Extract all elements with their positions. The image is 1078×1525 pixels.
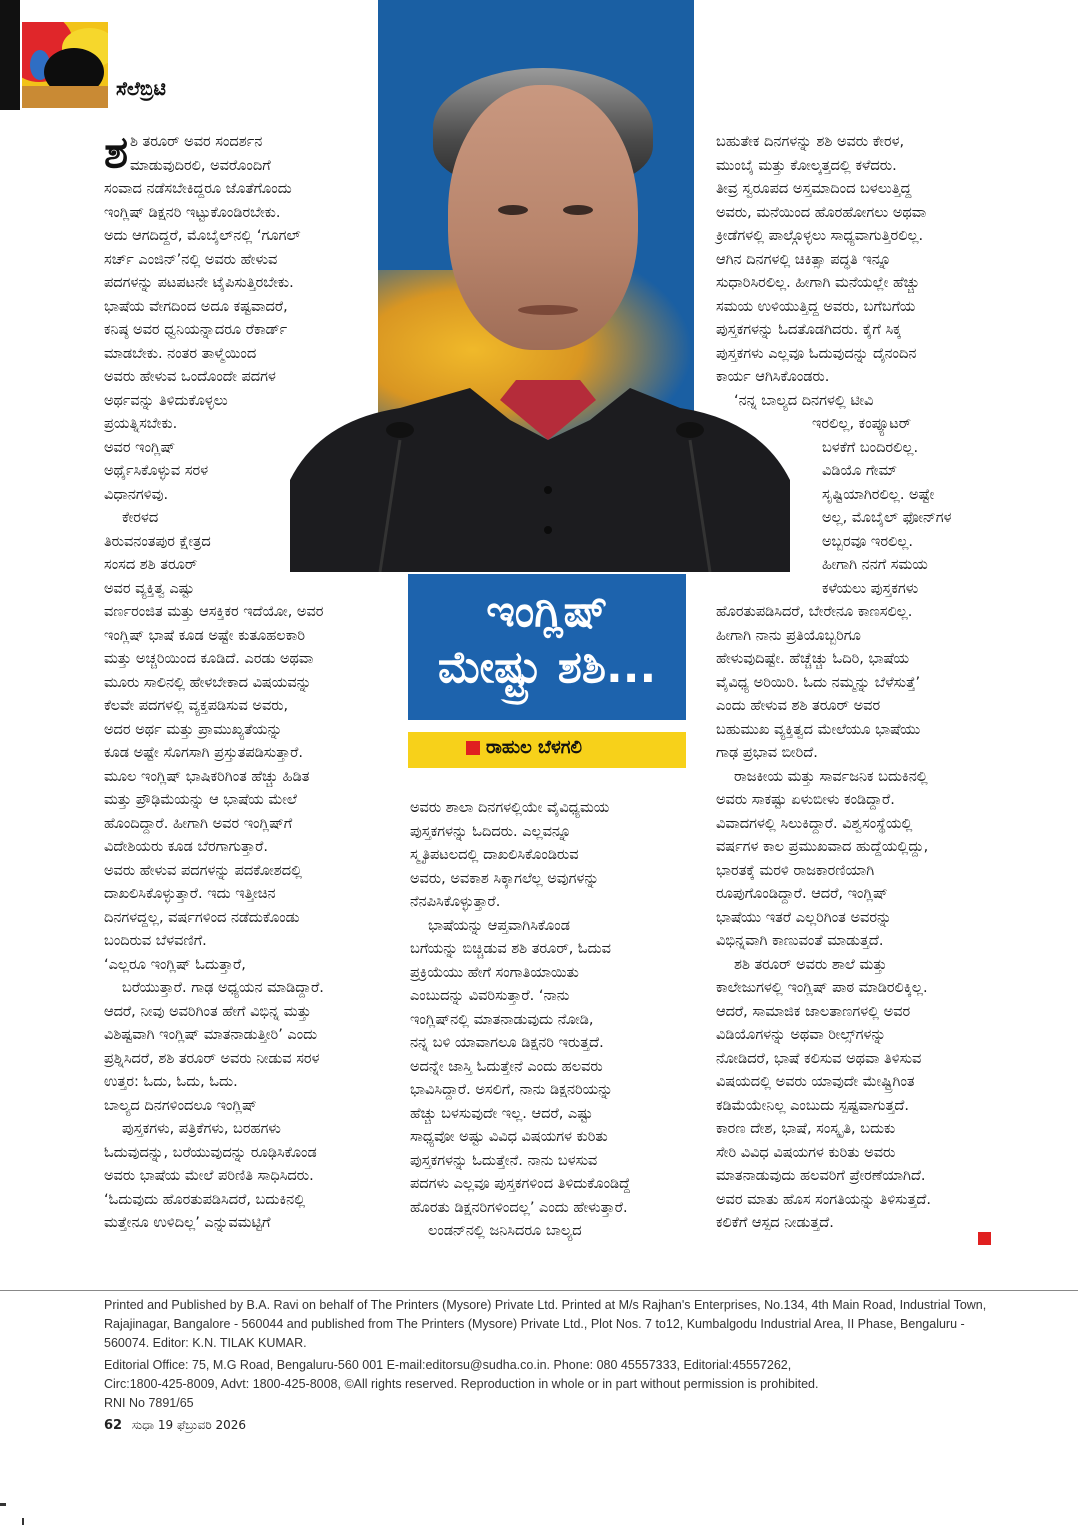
body-text-line: ಆದರೆ, ಸಾಮಾಜಿಕ ಜಾಲತಾಣಗಳಲ್ಲಿ ಅವರ xyxy=(716,1003,911,1020)
title-line-2: ಮೇಷ್ಟ್ರು ಶಶಿ... xyxy=(437,642,657,693)
body-text-line: ದಿನಗಳದ್ದಲ್ಲ, ವರ್ಷಗಳಿಂದ ನಡೆದುಕೊಂಡು xyxy=(104,909,300,926)
body-text-line: ಆದರೆ, ನೀವು ಅವರಿಗಿಂತ ಹೇಗೆ ವಿಭಿನ್ನ ಮತ್ತು xyxy=(104,1003,312,1020)
body-text-line: ಎಂದು ಹೇಳುವ ಶಶಿ ತರೂರ್ ಅವರ xyxy=(716,698,881,714)
issue-date: ಸುಧಾ 19 ಫೆಬ್ರುವರಿ 2026 xyxy=(131,1418,247,1432)
body-text-line: ಪ್ರಯತ್ನಿಸಬೇಕು. xyxy=(104,416,178,432)
body-text-line: ಇಂಗ್ಲಿಷ್ ಡಿಕ್ಷನರಿ ಇಟ್ಟುಕೊಂಡಿರಬೇಕು. xyxy=(104,204,281,221)
body-text-line: ವಿಡಿಯೊ ಗೇಮ್ xyxy=(822,463,898,479)
body-text-line: ರಾಜಕೀಯ ಮತ್ತು ಸಾರ್ವಜನಿಕ ಬದುಕಿನಲ್ಲಿ xyxy=(734,768,928,785)
crop-mark xyxy=(0,1503,6,1506)
body-text-line: ಬರೆಯುತ್ತಾರೆ. ಗಾಢ ಅಧ್ಯಯನ ಮಾಡಿದ್ದಾರೆ. xyxy=(122,980,324,996)
body-text-line: ‘ಓದುವುದು ಹೊರತುಪಡಿಸಿದರೆ, ಬದುಕಿನಲ್ಲಿ xyxy=(104,1191,306,1208)
body-text-line: ಹೆಚ್ಚು ಬಳಸುವುದೇ ಇಲ್ಲ. ಆದರೆ, ಎಷ್ಟು xyxy=(410,1105,593,1122)
body-text-line: ಶಶಿ ತರೂರ್ ಅವರು ಶಾಲೆ ಮತ್ತು xyxy=(734,956,887,973)
body-text-line: ಬಳಕೆಗೆ ಬಂದಿರಲಿಲ್ಲ. xyxy=(822,439,919,456)
body-text-line: ನೋಡಿದರೆ, ಭಾಷೆ ಕಲಿಸುವ ಅಥವಾ ತಿಳಿಸುವ xyxy=(716,1050,922,1067)
body-text-line: ಹೊರತು ಡಿಕ್ಷನರಿಗಳಿಂದಲ್ಲ’ ಎಂದು ಹೇಳುತ್ತಾರೆ. xyxy=(410,1199,628,1216)
body-text-line: ಹೀಗಾಗಿ ನನಗೆ ಸಮಯ xyxy=(822,557,928,573)
body-text-line: ಅವರು, ಮನೆಯಿಂದ ಹೊರಹೋಗಲು ಅಥವಾ xyxy=(716,204,927,221)
imprint xyxy=(104,1296,1004,1413)
body-text-line: ಇಂಗ್ಲಿಷ್‌ನಲ್ಲಿ ಮಾತನಾಡುವುದು ನೋಡಿ, xyxy=(410,1011,594,1028)
body-text-line: ತೀವ್ರ ಸ್ವರೂಪದ ಅಸ್ತಮಾದಿಂದ ಬಳಲುತ್ತಿದ್ದ xyxy=(716,181,912,197)
body-text-line: ಎಂಬುದನ್ನು ವಿವರಿಸುತ್ತಾರೆ. ‘ನಾನು xyxy=(410,988,570,1004)
body-text-line: ಭಾರತಕ್ಕೆ ಮರಳಿ ರಾಜಕಾರಣಿಯಾಗಿ xyxy=(716,862,875,879)
body-text-line: ಉತ್ತರ: ಓದು, ಓದು, ಓದು. xyxy=(104,1074,238,1090)
body-text-line: ಇರಲಿಲ್ಲ, ಕಂಪ್ಯೂಟರ್ xyxy=(812,416,912,432)
page-number: 62 xyxy=(104,1418,123,1433)
body-text-line: ಸುಧಾರಿಸಿರಲಿಲ್ಲ. ಹೀಗಾಗಿ ಮನೆಯಲ್ಲೇ ಹೆಚ್ಚು xyxy=(716,275,920,291)
body-text-line: ರೂಪುಗೊಂಡಿದ್ದಾರೆ. ಆದರೆ, ಇಂಗ್ಲಿಷ್ xyxy=(716,886,888,902)
body-text-line: ಮೂಲ ಇಂಗ್ಲಿಷ್ ಭಾಷಿಕರಿಗಿಂತ ಹೆಚ್ಚು ಹಿಡಿತ xyxy=(104,768,310,785)
body-text-line: ಕೆಲವೇ ಪದಗಳಲ್ಲಿ ವ್ಯಕ್ತಪಡಿಸುವ ಅವರು, xyxy=(104,698,289,714)
body-text-line: ವರ್ಣರಂಜಿತ ಮತ್ತು ಆಸಕ್ತಿಕರ ಇದೆಯೋ, ಅವರ xyxy=(104,604,324,620)
crop-mark xyxy=(22,1518,24,1525)
body-text-line: ಸಮಯ ಉಳಿಯುತ್ತಿದ್ದ ಅವರು, ಬಗೆಬಗೆಯ xyxy=(716,298,916,315)
body-text-line: ಪದಗಳನ್ನು ಪಟಪಟನೇ ಟೈಪಿಸುತ್ತಿರಬೇಕು. xyxy=(104,275,294,291)
title-line-1: ಇಂಗ್ಲಿಷ್ xyxy=(486,586,608,637)
body-text-line: ತಿರುವನಂತಪುರ ಕ್ಷೇತ್ರದ xyxy=(104,533,211,550)
body-text-line: ಅವರು ಶಾಲಾ ದಿನಗಳಲ್ಲಿಯೇ ವೈವಿಧ್ಯಮಯ xyxy=(410,800,610,816)
body-text-line: ಪ್ರಕ್ರಿಯೆಯು ಹೇಗೆ ಸಂಗಾತಿಯಾಯಿತು xyxy=(410,964,579,981)
body-text-line: ಬಾಲ್ಯದ ದಿನಗಳಿಂದಲೂ ಇಂಗ್ಲಿಷ್ xyxy=(104,1097,257,1114)
corner-black-block xyxy=(0,0,20,110)
body-text-line: ಕನಿಷ್ಠ ಅವರ ಧ್ವನಿಯನ್ನಾದರೂ ರೆಕಾರ್ಡ್ xyxy=(104,322,288,338)
body-text-line: ಅದು ಆಗದಿದ್ದರೆ, ಮೊಬೈಲ್‌ನಲ್ಲಿ ‘ಗೂಗಲ್ xyxy=(104,228,301,244)
body-text-line: ಆಗಿನ ದಿನಗಳಲ್ಲಿ ಚಿಕಿತ್ಸಾ ಪದ್ಧತಿ ಇನ್ನೂ xyxy=(716,251,892,268)
body-text-line: ಮಾಡಬೇಕು. ನಂತರ ತಾಳ್ಮೆಯಿಂದ xyxy=(104,345,257,362)
body-text-line: ವಿಷಯದಲ್ಲಿ ಅವರು ಯಾವುದೇ ಮೇಷ್ಟ್ರಿಗಿಂತ xyxy=(716,1074,915,1090)
body-text-line: ಅದನ್ನೇ ಜಾಸ್ತಿ ಓದುತ್ತೇನೆ ಎಂದು ಹಲವರು xyxy=(410,1058,603,1075)
body-text-line: ಅರ್ಥವನ್ನು ತಿಳಿದುಕೊಳ್ಳಲು xyxy=(104,392,228,409)
body-text-line: ವಿಭಿನ್ನವಾಗಿ ಕಾಣುವಂತೆ ಮಾಡುತ್ತದೆ. xyxy=(716,933,884,949)
body-text-line: ಹೊಂದಿದ್ದಾರೆ. ಹೀಗಾಗಿ ಅವರ ಇಂಗ್ಲಿಷ್‌ಗೆ xyxy=(104,815,293,832)
body-text-line: ಅವರ ವ್ಯಕ್ತಿತ್ವ ಎಷ್ಟು xyxy=(104,580,195,597)
body-text-line: ಮಾತನಾಡುವುದು ಹಲವರಿಗೆ ಪ್ರೇರಣೆಯಾಗಿದೆ. xyxy=(716,1168,926,1184)
body-text-line: ಪುಸ್ತಕಗಳನ್ನು ಓದುತ್ತೇನೆ. ನಾನು ಬಳಸುವ xyxy=(410,1152,598,1169)
body-text-line: ಸಂಸದ ಶಶಿ ತರೂರ್ xyxy=(104,557,198,573)
body-text-line: ಮತ್ತು ಅಚ್ಚರಿಯಿಂದ ಕೂಡಿದೆ. ಎರಡು ಅಥವಾ xyxy=(104,651,314,667)
body-text-line: ವಿಧಾನಗಳಿವು. xyxy=(104,486,169,503)
body-text-line: ಬಗೆಯನ್ನು ಬಿಚ್ಚಿಡುವ ಶಶಿ ತರೂರ್, ಓದುವ xyxy=(410,941,611,957)
body-text-line: ವಿವಾದಗಳಲ್ಲಿ ಸಿಲುಕಿದ್ದಾರೆ. ವಿಶ್ವಸಂಸ್ಥೆಯಲ್ಲಿ xyxy=(716,815,913,832)
imprint-line: Editorial Office: 75, M.G Road, Bengaluru-560 001 E-mail:editorsu@sudha.co.in. Phone: 080 45557333, Editorial:45557262, xyxy=(104,1358,792,1372)
body-text-line: ಹೊರತುಪಡಿಸಿದರೆ, ಬೇರೇನೂ ಕಾಣಸಲಿಲ್ಲ. xyxy=(716,604,913,620)
body-text-line: ಲಂಡನ್‌ನಲ್ಲಿ ಜನಿಸಿದರೂ ಬಾಲ್ಯದ xyxy=(428,1223,582,1239)
body-text-line: ವೈವಿಧ್ಯ ಅರಿಯಿರಿ. ಓದು ನಮ್ಮನ್ನು ಬೆಳೆಸುತ್ತೆ’ xyxy=(716,674,921,691)
body-text-line: ಕೇರಳದ xyxy=(122,510,159,526)
body-text-line: ಅವರು, ಅವಕಾಶ ಸಿಕ್ಕಾಗಲೆಲ್ಲ ಅವುಗಳನ್ನು xyxy=(410,870,599,887)
body-text-line: ಅರ್ಥೈಸಿಕೊಳ್ಳುವ ಸರಳ xyxy=(104,463,209,479)
body-text-line: ಕಳೆಯಲು ಪುಸ್ತಕಗಳು xyxy=(822,580,919,597)
body-text-line: ಸಂವಾದ ನಡೆಸಬೇಕಿದ್ದರೂ ಜೊತೆಗೊಂದು xyxy=(104,181,292,197)
body-text-line: ವಿದೇಶಿಯರು ಕೂಡ ಬೆರಗಾಗುತ್ತಾರೆ. xyxy=(104,839,268,855)
body-text-line: ಹೀಗಾಗಿ ನಾನು ಪ್ರತಿಯೊಬ್ಬರಿಗೂ xyxy=(716,627,861,644)
body-text-line: ನೆನಪಿಸಿಕೊಳ್ಳುತ್ತಾರೆ. xyxy=(410,894,501,910)
body-text-line: ಭಾಷೆಯನ್ನು ಆಪ್ತವಾಗಿಸಿಕೊಂಡ xyxy=(428,917,570,934)
body-text-line: ಅವರು ಹೇಳುವ ಒಂದೊಂದೇ ಪದಗಳ xyxy=(104,369,276,385)
body-text-line: ಹೇಳುವುದಿಷ್ಟೇ. ಹೆಚ್ಚೆಚ್ಚು ಓದಿರಿ, ಭಾಷೆಯ xyxy=(716,651,909,667)
drop-cap: ಶ xyxy=(104,127,129,178)
body-text-line: ದಾಖಲಿಸಿಕೊಳ್ಳುತ್ತಾರೆ. ಇದು ಇತ್ತೀಚಿನ xyxy=(104,886,276,902)
body-text-line: ಬಹುಮುಖ ವ್ಯಕ್ತಿತ್ವದ ಮೇಲೆಯೂ ಭಾಷೆಯು xyxy=(716,721,921,738)
section-logo-icon xyxy=(22,22,108,108)
body-text-line: ಸರ್ಚ್ ಎಂಜಿನ್’ನಲ್ಲಿ ಅವರು ಹೇಳುವ xyxy=(104,251,278,268)
body-text-line: ಅವರ ಇಂಗ್ಲಿಷ್ xyxy=(104,439,176,456)
body-text-line: ಕಾರ್ಯ ಆಗಿಸಿಕೊಂಡರು. xyxy=(716,369,830,385)
column-3 xyxy=(0,127,952,1236)
body-text-line: ನನ್ನ ಬಳಿ ಯಾವಾಗಲೂ ಡಿಕ್ಷನರಿ ಇರುತ್ತದೆ. xyxy=(410,1035,604,1051)
body-text-line: ಮೂರು ಸಾಲಿನಲ್ಲಿ ಹೇಳಬೇಕಾದ ವಿಷಯವನ್ನು xyxy=(104,674,312,691)
body-text-line: ಪ್ರಶ್ನಿಸಿದರೆ, ಶಶಿ ತರೂರ್ ಅವರು ನೀಡುವ ಸರಳ xyxy=(104,1050,320,1067)
body-text-line: ಸ್ಮೃತಿಪಟಲದಲ್ಲಿ ದಾಖಲಿಸಿಕೊಂಡಿರುವ xyxy=(410,847,579,863)
body-text-line: ಪುಸ್ತಕಗಳನ್ನು ಓದತೊಡಗಿದರು. ಕೈಗೆ ಸಿಕ್ಕ xyxy=(716,322,902,338)
body-text-line: ಬಹುತೇಕ ದಿನಗಳನ್ನು ಶಶಿ ಅವರು ಕೇರಳ, xyxy=(716,134,905,150)
end-of-article-icon xyxy=(978,1232,991,1245)
body-text-line: ಮಾಡುವುದಿರಲಿ, ಅವರೊಂದಿಗೆ xyxy=(130,157,271,174)
body-text-line: ಭಾವಿಸಿದ್ದಾರೆ. ಅಸಲಿಗೆ, ನಾನು ಡಿಕ್ಷನರಿಯನ್ನು xyxy=(410,1082,613,1098)
body-text-line: ಮತ್ತೇನೂ ಉಳಿದಿಲ್ಲ’ ಎನ್ನುವಮಟ್ಟಿಗೆ xyxy=(104,1215,271,1231)
body-text-line: ಬಂದಿರುವ ಬೆಳವಣಿಗೆ. xyxy=(104,933,207,949)
imprint-line: Circ:1800-425-8009, Advt: 1800-425-8008, ©All rights reserved. Reproduction in whole or in part without permission is prohibited. xyxy=(104,1377,819,1391)
body-text-line: ಮುಂಬೈ ಮತ್ತು ಕೋಲ್ಕತ್ತದಲ್ಲಿ ಕಳೆದರು. xyxy=(716,157,897,174)
body-text-line: ಕಾಲೇಜುಗಳಲ್ಲಿ ಇಂಗ್ಲಿಷ್ ಪಾಠ ಮಾಡಿರಲಿಕ್ಕಿಲ್ಲ. xyxy=(716,980,928,996)
body-text-line: ಅಬ್ಬರವೂ ಇರಲಿಲ್ಲ. xyxy=(822,533,913,550)
body-text-line: ಅವರ ಮಾತು ಹೊಸ ಸಂಗತಿಯನ್ನು ತಿಳಿಸುತ್ತದೆ. xyxy=(716,1191,931,1208)
body-text-line: ಪುಸ್ತಕಗಳನ್ನು ಓದಿದರು. ಎಲ್ಲವನ್ನೂ xyxy=(410,823,572,840)
body-text-line: ಸೇರಿ ವಿವಿಧ ವಿಷಯಗಳ ಕುರಿತು ಅವರು xyxy=(716,1144,896,1161)
body-text-line: ಓದುವುದನ್ನು, ಬರೆಯುವುದನ್ನು ರೂಢಿಸಿಕೊಂಡ xyxy=(104,1144,317,1161)
body-text-line: ಶಿ ತರೂರ್ ಅವರ ಸಂದರ್ಶನ xyxy=(130,134,263,150)
page-footer xyxy=(104,1418,246,1433)
body-text-line: ಕ್ರೀಡೆಗಳಲ್ಲಿ ಪಾಲ್ಗೊಳ್ಳಲು ಸಾಧ್ಯವಾಗುತ್ತಿರಲಿಲ್ಲ. xyxy=(716,228,924,244)
footer-divider xyxy=(0,1290,1078,1291)
body-text-line: ಅವರು ಸಾಕಷ್ಟು ಏಳುಬೀಳು ಕಂಡಿದ್ದಾರೆ. xyxy=(716,792,895,808)
body-text-line: ಅಲ್ಲ, ಮೊಬೈಲ್ ಫೋನ್‌ಗಳ xyxy=(822,510,952,526)
body-text-line: ‘ನನ್ನ ಬಾಲ್ಯದ ದಿನಗಳಲ್ಲಿ ಟೀವಿ xyxy=(734,392,874,409)
body-text-line: ಇಂಗ್ಲಿಷ್ ಭಾಷೆ ಕೂಡ ಅಷ್ಟೇ ಕುತೂಹಲಕಾರಿ xyxy=(104,627,306,644)
imprint-line: Printed and Published by B.A. Ravi on behalf of The Printers (Mysore) Private Ltd. Printed at M/s Rajhan's Enterprises, No.134, 4th Main Road, Industrial Town, Rajajinagar, Bangalore - 560044 and published from The Printers (Mysore) Private Ltd., Plot Nos. 7 to12, Kumbalgodu Industrial Area, II Phase, Bengaluru - 560074. Editor: K.N. TILAK KUMAR. xyxy=(104,1298,987,1350)
body-text-line: ಸೃಷ್ಟಿಯಾಗಿರಲಿಲ್ಲ. ಅಷ್ಟೇ xyxy=(822,486,935,503)
body-text-line: ವರ್ಷಗಳ ಕಾಲ ಪ್ರಮುಖವಾದ ಹುದ್ದೆಯಲ್ಲಿದ್ದು, xyxy=(716,839,929,855)
body-text-line: ಅವರು ಹೇಳುವ ಪದಗಳನ್ನು ಪದಕೋಶದಲ್ಲಿ xyxy=(104,862,303,879)
body-text-line: ಕಾರಣ ದೇಶ, ಭಾಷೆ, ಸಂಸ್ಕೃತಿ, ಬದುಕು xyxy=(716,1121,896,1137)
body-text-line: ಸಾಧ್ಯವೋ ಅಷ್ಟು ವಿವಿಧ ವಿಷಯಗಳ ಕುರಿತು xyxy=(410,1129,608,1145)
body-text-line: ವಿಡಿಯೊಗಳನ್ನು ಅಥವಾ ರೀಲ್ಸ್‌ಗಳನ್ನು xyxy=(716,1027,886,1043)
body-text-line: ಪುಸ್ತಕಗಳು, ಪತ್ರಿಕೆಗಳು, ಬರಹಗಳು xyxy=(122,1121,281,1137)
imprint-line: RNI No 7891/65 xyxy=(104,1396,194,1410)
body-text-line: ಭಾಷೆಯ ವೇಗದಿಂದ ಅದೂ ಕಷ್ಟವಾದರೆ, xyxy=(104,298,288,315)
body-text-line: ಕಲಿಕೆಗೆ ಆಸ್ಪದ ನೀಡುತ್ತದೆ. xyxy=(716,1215,834,1231)
body-text-line: ಗಾಢ ಪ್ರಭಾವ ಬೀರಿದೆ. xyxy=(716,745,818,761)
body-text-line: ಅವರು ಭಾಷೆಯ ಮೇಲೆ ಪರಿಣಿತಿ ಸಾಧಿಸಿದರು. xyxy=(104,1168,314,1184)
section-label: ಸೆಲೆಬ್ರಿಟಿ xyxy=(116,78,166,100)
body-text-line: ಅದರ ಅರ್ಥ ಮತ್ತು ಪ್ರಾಮುಖ್ಯತೆಯನ್ನು xyxy=(104,721,283,738)
body-text-line: ಪದಗಳು ಎಲ್ಲವೂ ಪುಸ್ತಕಗಳಿಂದ ತಿಳಿದುಕೊಂಡಿದ್ದೆ xyxy=(410,1176,631,1192)
body-text-line: ‘ಎಲ್ಲರೂ ಇಂಗ್ಲಿಷ್ ಓದುತ್ತಾರೆ, xyxy=(104,956,246,973)
body-text-line: ಪುಸ್ತಕಗಳು ಎಲ್ಲವೂ ಓದುವುದನ್ನು ದೈನಂದಿನ xyxy=(716,345,917,362)
body-text-line: ಮತ್ತು ಪ್ರೌಢಿಮೆಯನ್ನು ಆ ಭಾಷೆಯ ಮೇಲೆ xyxy=(104,792,297,808)
body-text-line: ಕಡಿಮೆಯೇನಿಲ್ಲ ಎಂಬುದು ಸ್ಪಷ್ಟವಾಗುತ್ತದೆ. xyxy=(716,1097,909,1114)
body-text-line: ಕೂಡ ಅಷ್ಟೇ ಸೊಗಸಾಗಿ ಪ್ರಸ್ತುತಪಡಿಸುತ್ತಾರೆ. xyxy=(104,745,303,761)
author-name: ರಾಹುಲ ಬೆಳಗಲಿ xyxy=(486,737,582,758)
body-text-line: ಭಾಷೆಯು ಇತರೆ ಎಲ್ಲರಿಗಿಂತ ಅವರನ್ನು xyxy=(716,909,892,926)
body-text-line: ವಿಶಿಷ್ಟವಾಗಿ ಇಂಗ್ಲಿಷ್ ಮಾತನಾಡುತ್ತೀರಿ’ ಎಂದು xyxy=(104,1027,318,1043)
